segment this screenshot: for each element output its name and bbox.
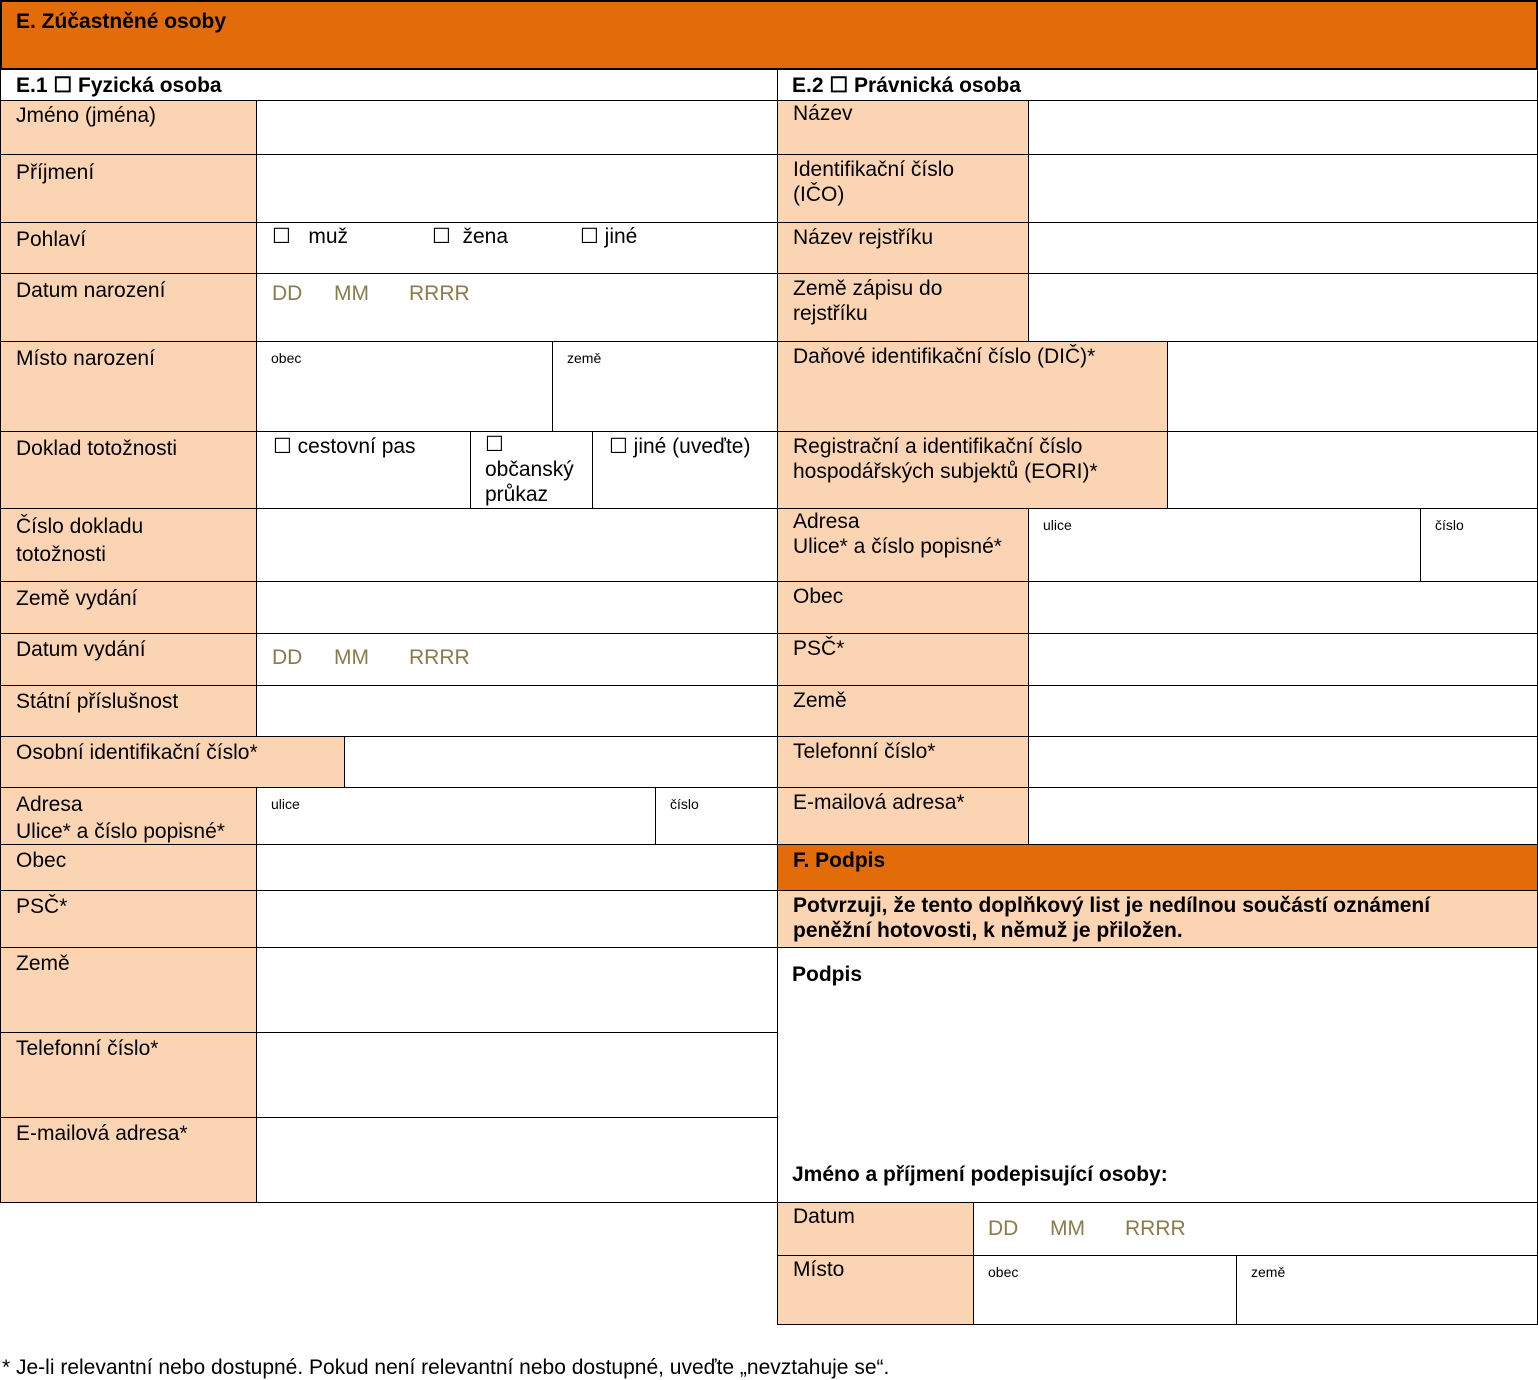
company-country-field[interactable] — [1028, 685, 1538, 737]
dic-field[interactable] — [1167, 341, 1538, 432]
birth-place-country-field[interactable]: země — [552, 341, 778, 432]
surname-label: Příjmení — [0, 154, 257, 223]
company-phone-field[interactable] — [1028, 736, 1538, 788]
signature-label: Podpis — [792, 963, 863, 986]
sign-place-country-field[interactable]: země — [1236, 1255, 1538, 1325]
company-zip-label: PSČ* — [777, 633, 1029, 686]
address-label: Adresa Ulice* a číslo popisné* — [0, 787, 257, 845]
birth-date-yyyy: RRRR — [409, 282, 470, 305]
section-e-header — [0, 0, 1538, 70]
birth-date-dd: DD — [272, 282, 303, 305]
address-number-field[interactable]: číslo — [655, 787, 778, 845]
city-field[interactable] — [256, 844, 778, 891]
phone-field[interactable] — [256, 1032, 778, 1118]
issue-date-yyyy: RRRR — [409, 646, 470, 669]
personal-id-field[interactable] — [344, 736, 778, 788]
company-city-field[interactable] — [1028, 581, 1538, 634]
address-street-field[interactable]: ulice — [256, 787, 656, 845]
company-address-label: Adresa Ulice* a číslo popisné* — [777, 508, 1029, 582]
first-name-field[interactable] — [256, 100, 778, 155]
e1-title: E.1 ☐ Fyzická osoba — [16, 74, 222, 97]
sex-other-checkbox[interactable]: ☐ jiné — [580, 225, 638, 248]
id-number-label: Číslo dokladu totožnosti — [0, 508, 257, 582]
email-label: E-mailová adresa* — [0, 1117, 257, 1203]
register-country-field[interactable] — [1028, 273, 1538, 342]
company-zip-field[interactable] — [1028, 633, 1538, 686]
company-country-label: Země — [777, 685, 1029, 737]
country-field[interactable] — [256, 947, 778, 1033]
company-email-label: E-mailová adresa* — [777, 787, 1029, 845]
birth-place-city-field[interactable]: obec — [256, 341, 553, 432]
birth-date-label: Datum narození — [0, 273, 257, 342]
register-name-label: Název rejstříku — [777, 222, 1029, 274]
company-phone-label: Telefonní číslo* — [777, 736, 1029, 788]
issue-date-dd: DD — [272, 646, 303, 669]
city-label: Obec — [0, 844, 257, 891]
eori-label: Registrační a identifikační číslo hospodářských subjektů (EORI)* — [777, 431, 1168, 509]
surname-field[interactable] — [256, 154, 778, 223]
sign-date-dd: DD — [988, 1217, 1019, 1240]
id-doc-id-card[interactable]: ☐ občanský průkaz — [470, 431, 593, 509]
issue-date-label: Datum vydání — [0, 633, 257, 686]
eori-field[interactable] — [1167, 431, 1538, 509]
sign-place-label: Místo — [777, 1255, 974, 1325]
issue-date-mm: MM — [334, 646, 369, 669]
footnote: * Je-li relevantní nebo dostupné. Pokud není relevantní nebo dostupné, uveďte „nevztahuje se“. — [2, 1356, 890, 1379]
company-address-number-field[interactable]: číslo — [1420, 508, 1538, 582]
country-label: Země — [0, 947, 257, 1033]
company-name-label: Název — [777, 100, 1029, 155]
zip-field[interactable] — [256, 890, 778, 948]
personal-id-label: Osobní identifikační číslo* — [0, 736, 345, 788]
email-field[interactable] — [256, 1117, 778, 1203]
company-email-field[interactable] — [1028, 787, 1538, 845]
sign-date-yyyy: RRRR — [1125, 1217, 1186, 1240]
id-doc-label: Doklad totožnosti — [0, 431, 257, 509]
birth-place-label: Místo narození — [0, 341, 257, 432]
zip-label: PSČ* — [0, 890, 257, 948]
dic-label: Daňové identifikační číslo (DIČ)* — [777, 341, 1168, 432]
issue-country-field[interactable] — [256, 581, 778, 634]
register-name-field[interactable] — [1028, 222, 1538, 274]
ico-label: Identifikační číslo (IČO) — [777, 154, 1029, 223]
sex-label: Pohlaví — [0, 222, 257, 274]
sign-date-label: Datum — [777, 1202, 974, 1256]
company-name-field[interactable] — [1028, 100, 1538, 155]
section-e-title: E. Zúčastněné osoby — [16, 10, 227, 33]
birth-date-mm: MM — [334, 282, 369, 305]
issue-country-label: Země vydání — [0, 581, 257, 634]
register-country-label: Země zápisu do rejstříku — [777, 273, 1029, 342]
nationality-field[interactable] — [256, 685, 778, 737]
sex-male-checkbox[interactable]: ☐ muž — [272, 225, 349, 248]
company-city-label: Obec — [777, 581, 1029, 634]
first-name-label: Jméno (jména) — [0, 100, 257, 155]
signer-name-label: Jméno a příjmení podepisující osoby: — [792, 1163, 1168, 1186]
id-doc-other[interactable]: ☐ jiné (uveďte) — [592, 431, 778, 509]
company-address-street-field[interactable]: ulice — [1028, 508, 1421, 582]
sign-date-mm: MM — [1050, 1217, 1085, 1240]
e2-title: E.2 ☐ Právnická osoba — [792, 74, 1021, 97]
sign-place-city-field[interactable]: obec — [973, 1255, 1237, 1325]
section-f-header: F. Podpis — [777, 844, 1538, 891]
nationality-label: Státní příslušnost — [0, 685, 257, 737]
phone-label: Telefonní číslo* — [0, 1032, 257, 1118]
section-f-confirm: Potvrzuji, že tento doplňkový list je nedílnou součástí oznámení peněžní hotovosti, k němuž je přiložen. — [777, 890, 1538, 948]
sex-female-checkbox[interactable]: ☐ žena — [432, 225, 509, 248]
ico-field[interactable] — [1028, 154, 1538, 223]
id-number-field[interactable] — [256, 508, 778, 582]
id-doc-passport[interactable]: ☐ cestovní pas — [256, 431, 471, 509]
